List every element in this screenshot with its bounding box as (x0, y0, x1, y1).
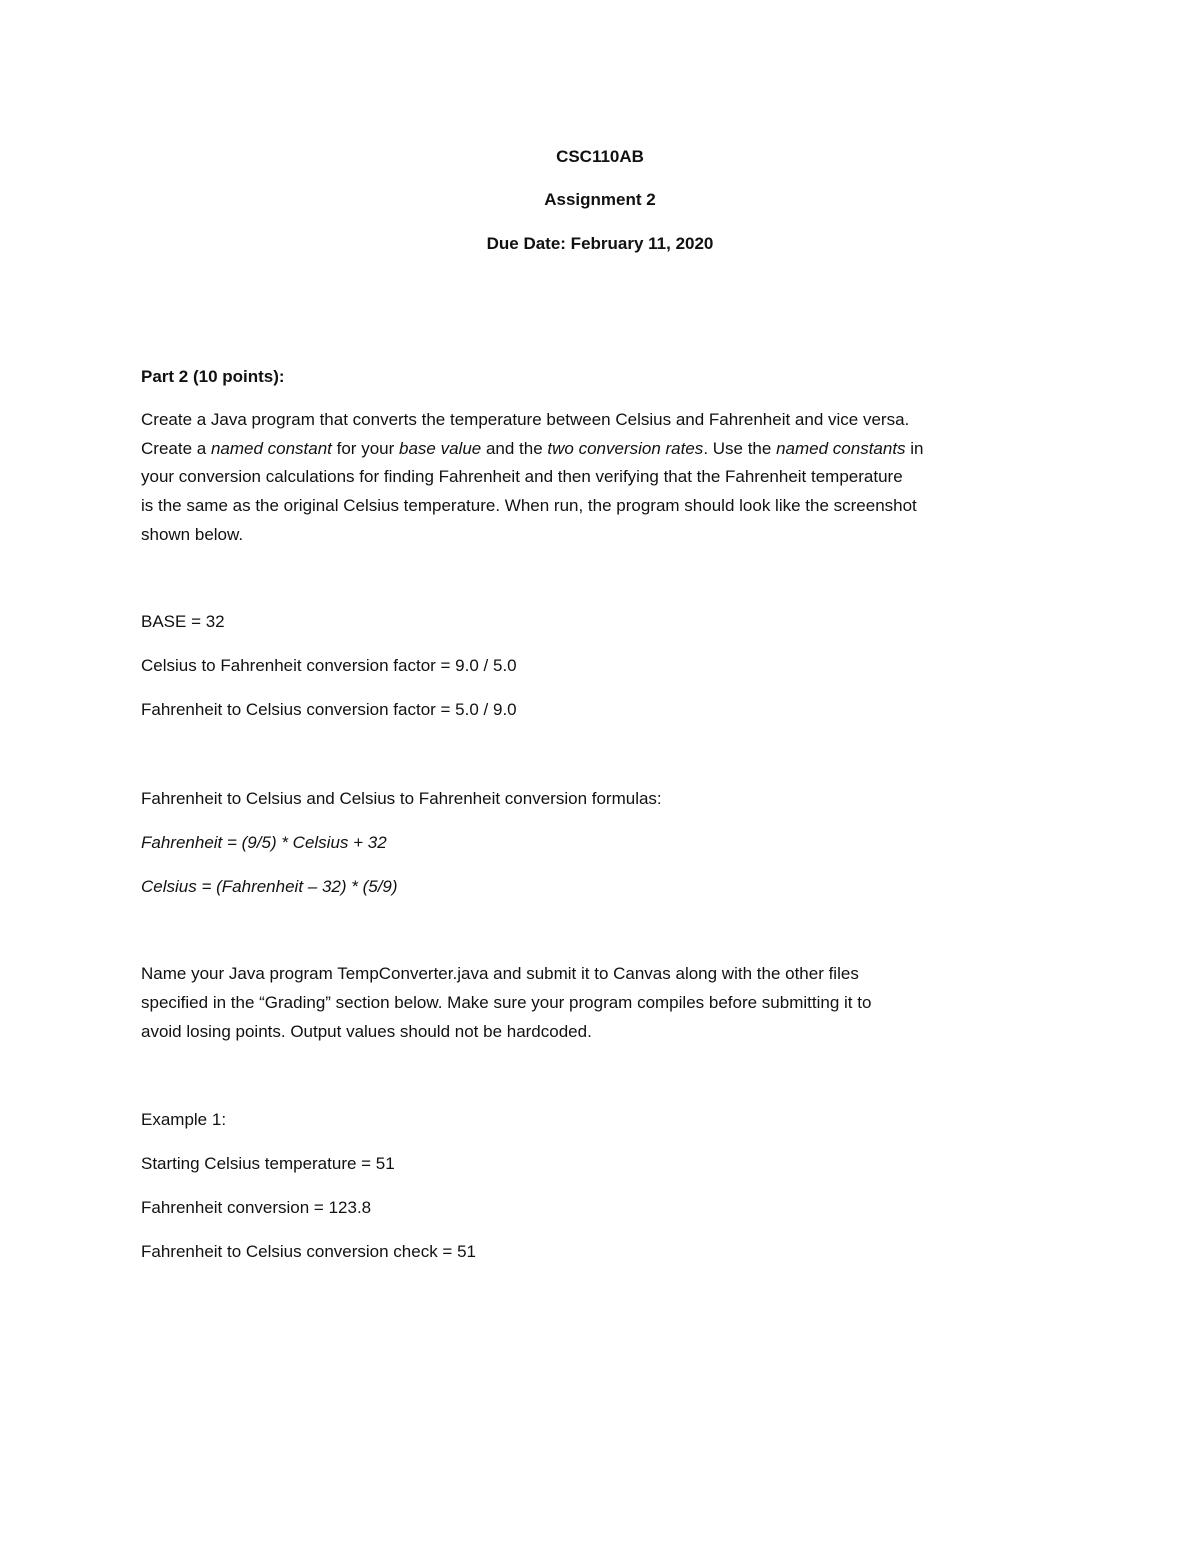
intro-line-3: your conversion calculations for finding Fahrenheit and then verifying that the Fahrenheit temperature (141, 467, 903, 486)
intro-line-2-c: for your (331, 439, 399, 458)
base-value-term: base value (399, 439, 482, 458)
example-check: Fahrenheit to Celsius conversion check = 51 (141, 1242, 476, 1261)
example-conversion: Fahrenheit conversion = 123.8 (141, 1198, 372, 1217)
intro-line-2-e: and the (481, 439, 548, 458)
fahrenheit-formula: Fahrenheit = (9/5) * Celsius + 32 (141, 833, 387, 852)
example-start: Starting Celsius temperature = 51 (141, 1154, 395, 1173)
due-date: Due Date: February 11, 2020 (486, 234, 714, 253)
conversion-rates-term: two conversion rates (547, 439, 704, 458)
intro-line-5: shown below. (141, 525, 244, 544)
base-constant: BASE = 32 (141, 612, 225, 631)
f-to-c-factor: Fahrenheit to Celsius conversion factor = 5.0 / 9.0 (141, 700, 517, 719)
c-to-f-factor: Celsius to Fahrenheit conversion factor = 9.0 / 5.0 (141, 656, 517, 675)
formulas-intro: Fahrenheit to Celsius and Celsius to Fahrenheit conversion formulas: (141, 789, 662, 808)
intro-line-2-a: Create a (141, 439, 211, 458)
part-heading: Part 2 (10 points): (141, 367, 285, 386)
submission-line-2: specified in the “Grading” section below. Make sure your program compiles before submitting it to (141, 993, 872, 1012)
intro-line-2 (141, 438, 924, 460)
course-code: CSC110AB (556, 147, 644, 166)
intro-line-2-i: in (905, 439, 924, 458)
assignment-title: Assignment 2 (544, 190, 656, 209)
intro-line-2-g: . Use the (703, 439, 777, 458)
submission-line-1: Name your Java program TempConverter.java and submit it to Canvas along with the other files (141, 964, 859, 983)
intro-line-4: is the same as the original Celsius temperature. When run, the program should look like the screenshot (141, 496, 917, 515)
example-heading: Example 1: (141, 1110, 227, 1129)
intro-line-1: Create a Java program that converts the temperature between Celsius and Fahrenheit and vice versa. (141, 410, 910, 429)
celsius-formula: Celsius = (Fahrenheit – 32) * (5/9) (141, 877, 398, 896)
submission-line-3: avoid losing points. Output values should not be hardcoded. (141, 1022, 592, 1041)
named-constants-term: named constants (776, 439, 906, 458)
named-constant-term: named constant (210, 439, 332, 458)
